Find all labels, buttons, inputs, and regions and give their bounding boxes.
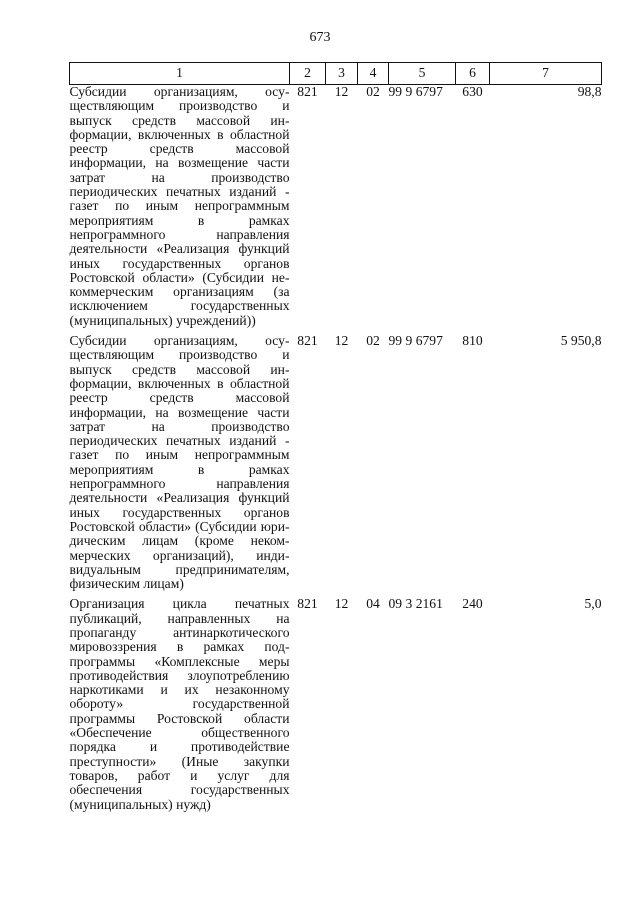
row-description: Организация цикла печатных публикаций, направленных на пропаганду антинаркотического мировоззрения в рамках подпрограммы «Комплексные меры противодействия злоупотреблению наркотиками и их незаконному обороту» государственной программы Ростовской области «Обеспечение общественного порядка и противодействие преступности» (Иные закупки товаров, работ и услуг для обеспечения государственных (муниципальных) нужд): [69, 596, 290, 812]
column-header-5: 5: [389, 63, 456, 85]
row-amount: 98,8: [577, 84, 602, 99]
column-header-6: 6: [456, 63, 490, 85]
row-ministry-code: 821: [297, 333, 318, 349]
header-row: [70, 63, 602, 85]
row-subsection-code: 02: [366, 333, 380, 349]
row-description: Субсидии организациям, осуществляющим производство и выпуск средств массовой информации, включенных в областной реестр средств массовой информации, на возмещение части затрат на производство периодических печатных изданий - газет по иным непрограммным мероприятиям в рамках непрограммного направления деятельности «Реализация функций иных государственных органов Ростовской области» (Субсидии юридическим лицам (кроме некоммерческих организаций), индивидуальным предпринимателям, физическим лицам): [69, 333, 290, 592]
row-expense-type: 630: [462, 84, 483, 99]
row-section-code: 12: [334, 333, 349, 349]
row-ministry-code: 821: [297, 596, 318, 612]
row-subsection-code: 02: [366, 84, 380, 99]
row-expense-type: 810: [462, 333, 483, 349]
row-section-code: 12: [334, 84, 349, 99]
table-row: [70, 597, 602, 811]
table-body: [70, 85, 602, 812]
table-row: [70, 334, 602, 591]
row-amount: 5 950,8: [560, 333, 602, 349]
row-section-code: 12: [334, 596, 349, 612]
row-target-article: 09 3 2161: [388, 596, 443, 612]
table-row: [70, 85, 602, 329]
row-target-article: 99 9 6797: [388, 333, 443, 349]
row-subsection-code: 04: [366, 596, 380, 612]
column-header-7: 7: [490, 63, 602, 85]
row-expense-type: 240: [462, 596, 483, 612]
budget-table: [69, 62, 602, 812]
column-header-3: 3: [326, 63, 358, 85]
row-description: Субсидии организациям, осуществляющим производство и выпуск средств массовой информации, включенных в областной реестр средств массовой информации, на возмещение части затрат на производство периодических печатных изданий - газет по иным непрограммным мероприятиям в рамках непрограммного направления деятельности «Реализация функций иных государственных органов Ростовской области» (Субсидии некоммерческим организациям (за исключением государственных (муниципальных) учреждений)): [69, 84, 290, 328]
column-header-2: 2: [290, 63, 326, 85]
page-number: 673: [309, 30, 331, 45]
row-amount: 5,0: [584, 596, 602, 612]
row-ministry-code: 821: [297, 84, 318, 99]
column-header-4: 4: [358, 63, 389, 85]
table-header: [70, 63, 602, 85]
row-target-article: 99 9 6797: [388, 84, 443, 99]
column-header-1: 1: [70, 63, 290, 85]
